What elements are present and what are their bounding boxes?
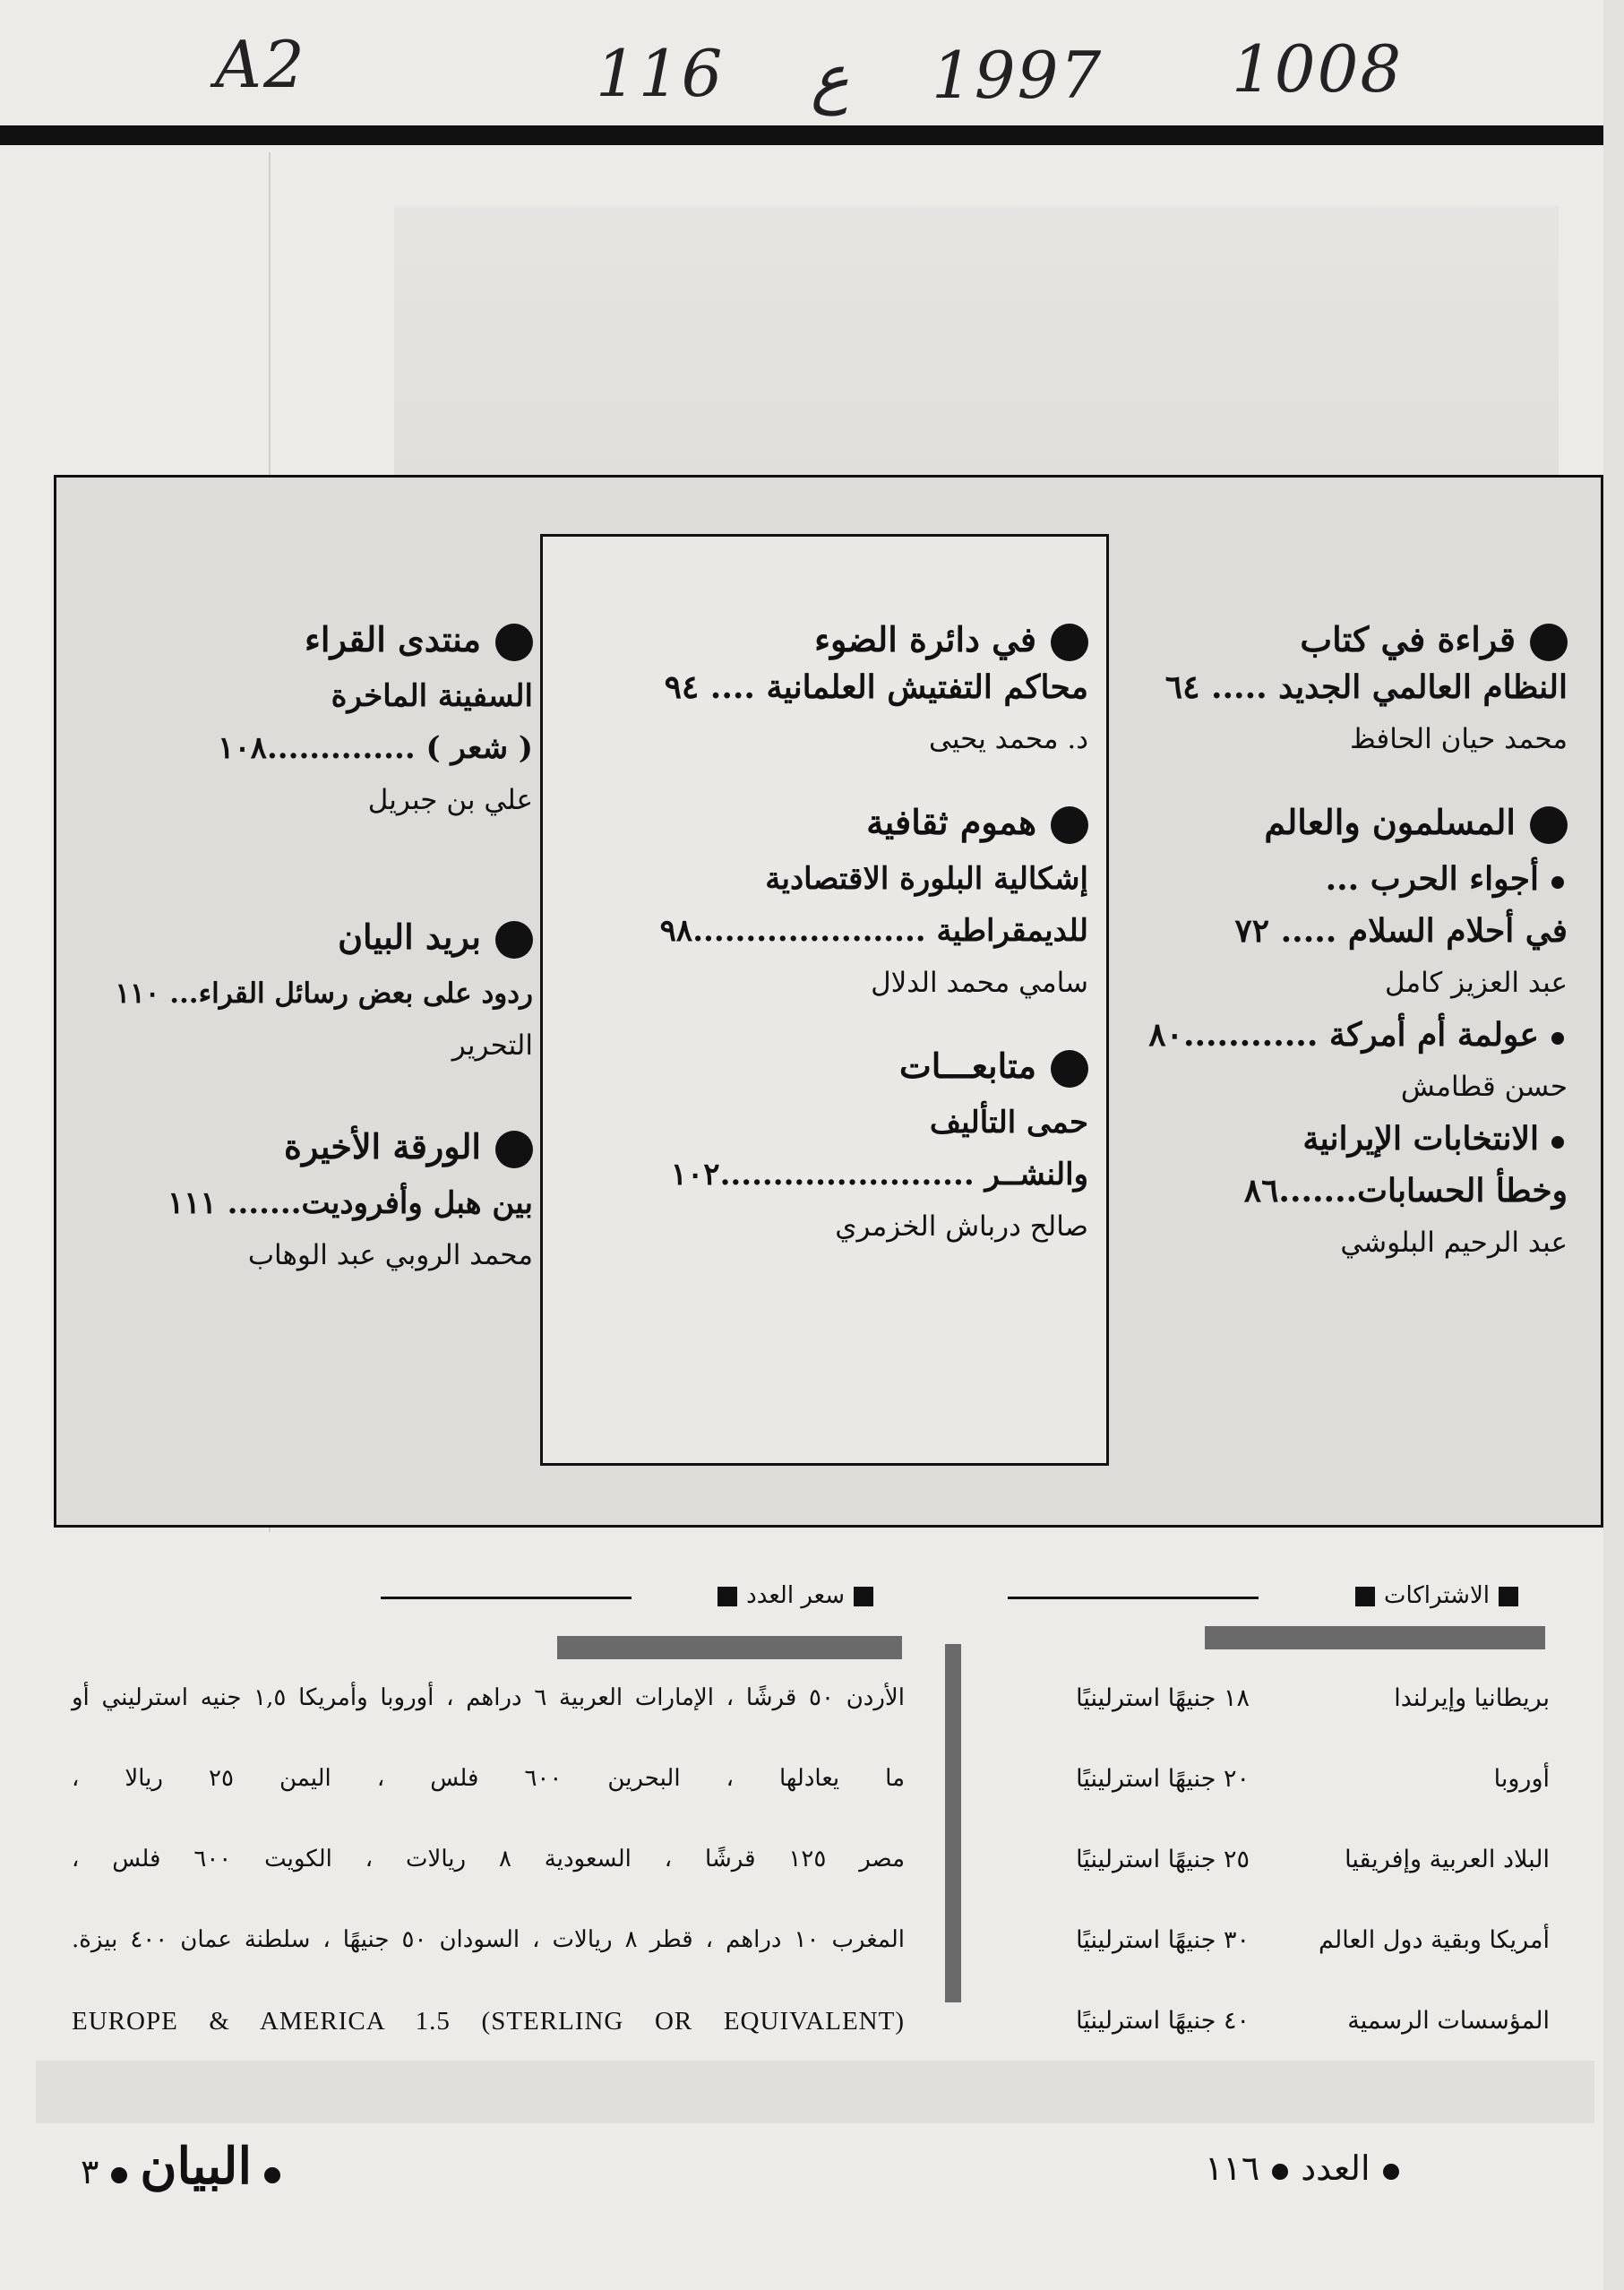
square-bullet-icon	[854, 1587, 873, 1606]
bleed-through-footer-band	[36, 2061, 1594, 2123]
item-bullet-icon	[1551, 1136, 1564, 1149]
section-bullet-icon	[495, 624, 533, 661]
price-line: الأردن ٥٠ قرشًا ، الإمارات العربية ٦ دراهم ، أوروبا وأمريكا ١,٥ جنيه استرليني أو	[72, 1684, 905, 1711]
footer-bullet-icon	[111, 2167, 127, 2183]
contents-middle-column	[564, 618, 1088, 1253]
footer-logo-page	[81, 2137, 293, 2196]
square-bullet-icon	[717, 1587, 737, 1606]
subscription-row: المؤسسات الرسمية ٤٠ جنيهًا استرلينيًا	[1076, 2007, 1550, 2035]
subscription-row: أمريكا وبقية دول العالم ٣٠ جنيهًا استرلينيًا	[1076, 1926, 1550, 1954]
page-number: ٣	[81, 2152, 99, 2191]
author-name: التحرير	[451, 1029, 533, 1062]
article-link[interactable]: في أحلام السلام ..... ٧٢	[1234, 912, 1568, 950]
contents-right-column	[1120, 618, 1568, 1269]
handwritten-code: A2	[215, 27, 306, 102]
section-bullet-icon	[1051, 1050, 1088, 1088]
article-link[interactable]: حمى التأليف	[929, 1105, 1088, 1141]
item-bullet-icon	[1551, 1032, 1564, 1045]
top-black-rule	[0, 125, 1624, 145]
price-english: EUROPE & AMERICA 1.5 (STERLING OR EQUIVALENT)	[72, 2007, 905, 2036]
item-bullet-icon	[1551, 876, 1564, 889]
handwritten-separator: ع	[811, 40, 849, 116]
footer-issue: العدد١١٦	[1205, 2148, 1412, 2188]
author-name: حسن قطامش	[1400, 1071, 1568, 1103]
section-heading: الورقة الأخيرة	[85, 1125, 533, 1168]
article-link[interactable]: وخطأ الحسابات.......٨٦	[1243, 1172, 1568, 1210]
price-line: ما يعادلها ، البحرين ٦٠٠ فلس ، اليمن ٢٥ ريالا ،	[72, 1765, 905, 1792]
author-name: د. محمد يحيى	[928, 723, 1088, 755]
section-bullet-icon	[495, 921, 533, 959]
subscriptions-label: الاشتراكات	[1259, 1582, 1527, 1609]
footer-bullet-icon	[1272, 2164, 1288, 2180]
handwritten-issue: 116	[596, 36, 725, 111]
section-heading: في دائرة الضوء	[564, 618, 1088, 661]
footer-bullet-icon	[264, 2167, 280, 2183]
author-name: محمد الروبي عبد الوهاب	[247, 1239, 533, 1271]
footer-bullet-icon	[1383, 2164, 1399, 2180]
article-link[interactable]: والنشــر ........................١٠٢	[670, 1157, 1088, 1192]
section-bullet-icon	[1530, 624, 1568, 661]
author-name: محمد حيان الحافظ	[1349, 723, 1568, 755]
issue-price-bar	[557, 1636, 902, 1659]
article-link[interactable]: عولمة أم أمركة ............٨٠	[1120, 1009, 1568, 1061]
bleed-through-block	[394, 206, 1559, 475]
square-bullet-icon	[1499, 1587, 1518, 1606]
article-link[interactable]: الانتخابات الإيرانية	[1120, 1113, 1568, 1165]
section-heading: قراءة في كتاب	[1120, 618, 1568, 661]
column-divider	[945, 1644, 961, 2002]
section-bullet-icon	[1051, 624, 1088, 661]
article-link[interactable]: ردود على بعض رسائل القراء... ١١٠	[115, 977, 533, 1010]
author-name: سامي محمد الدلال	[871, 967, 1088, 999]
price-line: مصر ١٢٥ قرشًا ، السعودية ٨ ريالات ، الكويت ٦٠٠ فلس ،	[72, 1846, 906, 1872]
article-link[interactable]: للديمقراطية ......................٩٨	[659, 913, 1088, 949]
section-heading: منتدى القراء	[85, 618, 533, 661]
section-heading: متابعـــات	[564, 1045, 1088, 1088]
contents-left-column	[85, 618, 533, 1281]
article-link[interactable]: بين هبل وأفروديت....... ١١١	[168, 1185, 533, 1221]
section-heading: هموم ثقافية	[564, 801, 1088, 844]
subscription-row: البلاد العربية وإفريقيا ٢٥ جنيهًا استرلينيًا	[1076, 1846, 1550, 1873]
author-name: عبد العزيز كامل	[1385, 967, 1568, 999]
section-heading: المسلمون والعالم	[1120, 801, 1568, 844]
issue-price-text	[72, 1684, 905, 2036]
handwritten-number: 1008	[1232, 31, 1404, 107]
article-link[interactable]: إشكالية البلورة الاقتصادية	[765, 861, 1088, 897]
author-name: عبد الرحيم البلوشي	[1340, 1227, 1568, 1259]
subscription-row: بريطانيا وإيرلندا ١٨ جنيهًا استرلينيًا	[1076, 1684, 1550, 1712]
subscriptions-bar	[1205, 1626, 1545, 1649]
article-link[interactable]: ( شعر ) ..............١٠٨	[218, 730, 533, 766]
article-link[interactable]: السفينة الماخرة	[331, 678, 533, 714]
handwritten-year: 1997	[932, 38, 1104, 113]
subscriptions-rule	[1008, 1597, 1259, 1599]
subscriptions-table	[994, 1684, 1550, 2088]
author-name: علي بن جبريل	[367, 784, 533, 816]
article-link[interactable]: النظام العالمي الجديد ..... ٦٤	[1164, 668, 1568, 706]
section-bullet-icon	[1051, 806, 1088, 844]
page-edge	[1603, 0, 1624, 2290]
section-bullet-icon	[495, 1131, 533, 1168]
section-heading: بريد البيان	[85, 916, 533, 959]
subscription-row: أوروبا ٢٠ جنيهًا استرلينيًا	[1076, 1765, 1550, 1793]
author-name: صالح درباش الخزمري	[835, 1210, 1088, 1243]
magazine-logo: البيان	[140, 2137, 253, 2196]
square-bullet-icon	[1355, 1587, 1375, 1606]
issue-price-rule	[381, 1597, 632, 1599]
issue-price-label: سعر العدد	[640, 1582, 882, 1609]
article-link[interactable]: أجواء الحرب ...	[1120, 853, 1568, 905]
section-bullet-icon	[1530, 806, 1568, 844]
price-line: المغرب ١٠ دراهم ، قطر ٨ ريالات ، السودان ٥٠ جنيهًا ، سلطنة عمان ٤٠٠ بيزة.	[72, 1926, 905, 1953]
article-link[interactable]: محاكم التفتيش العلمانية .... ٩٤	[664, 668, 1088, 706]
